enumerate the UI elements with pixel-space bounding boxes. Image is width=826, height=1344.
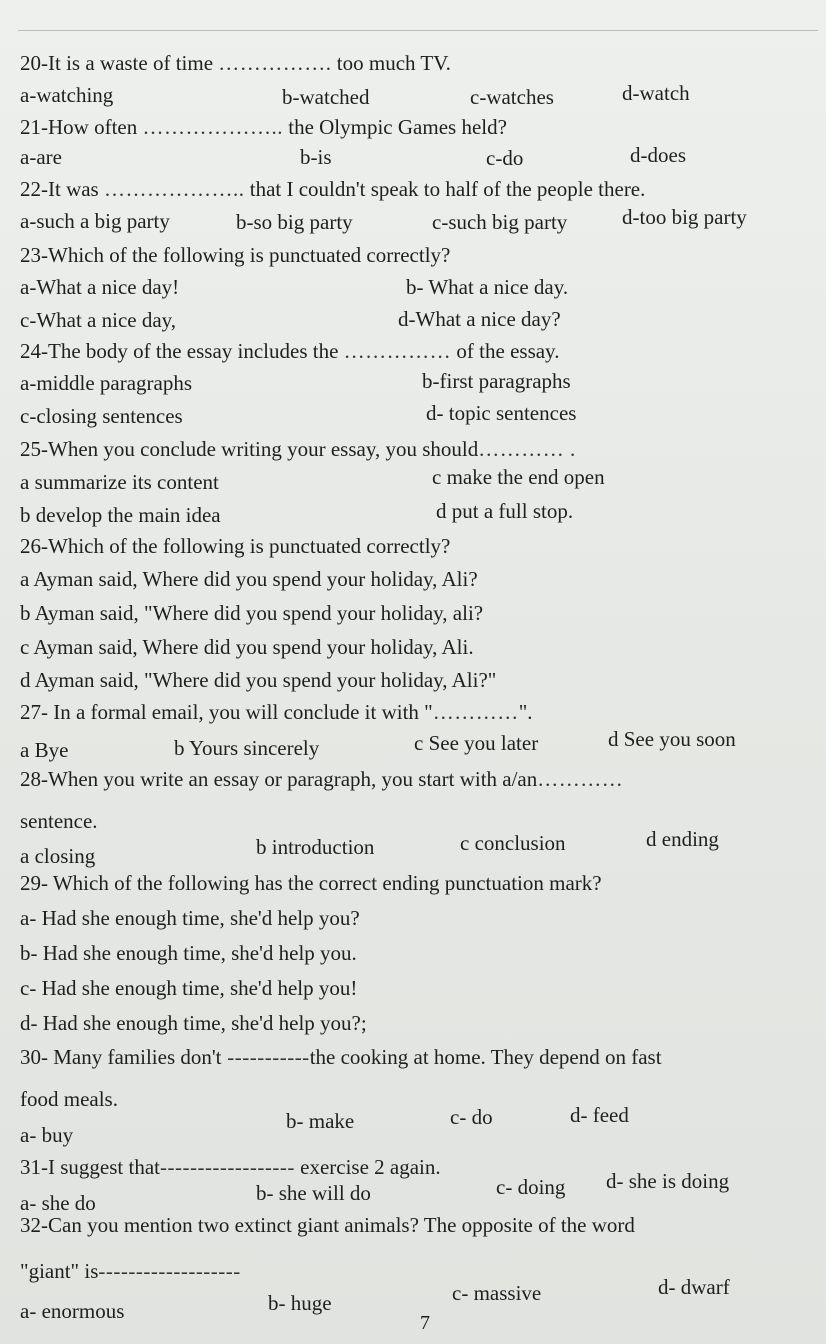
question-28: 28-When you write an essay or paragraph, you start with a/an…………	[20, 767, 624, 791]
option-23c[interactable]: c-What a nice day,	[20, 308, 177, 332]
option-22a[interactable]: a-such a big party	[20, 209, 170, 233]
option-26a[interactable]: a Ayman said, Where did you spend your holiday, Ali?	[20, 567, 478, 591]
option-21c[interactable]: c-do	[486, 146, 524, 170]
option-28c[interactable]: c conclusion	[460, 831, 566, 855]
question-25: 25-When you conclude writing your essay, you should………… .	[20, 437, 576, 461]
option-23b[interactable]: b- What a nice day.	[406, 275, 569, 299]
option-30b[interactable]: b- make	[286, 1109, 355, 1133]
option-30d[interactable]: d- feed	[570, 1103, 629, 1127]
option-32a[interactable]: a- enormous	[20, 1299, 125, 1323]
option-29a[interactable]: a- Had she enough time, she'd help you?	[20, 906, 360, 930]
option-31d[interactable]: d- she is doing	[606, 1169, 730, 1193]
question-26: 26-Which of the following is punctuated correctly?	[20, 534, 451, 558]
option-22b[interactable]: b-so big party	[236, 210, 353, 234]
option-30c[interactable]: c- do	[450, 1105, 493, 1129]
option-22c[interactable]: c-such big party	[432, 210, 568, 234]
option-31b[interactable]: b- she will do	[256, 1181, 371, 1205]
option-24a[interactable]: a-middle paragraphs	[20, 371, 193, 395]
question-32: 32-Can you mention two extinct giant animals? The opposite of the word	[20, 1213, 635, 1237]
option-20b[interactable]: b-watched	[282, 85, 370, 109]
question-21: 21-How often ……………….. the Olympic Games held?	[20, 115, 507, 139]
question-29: 29- Which of the following has the correct ending punctuation mark?	[20, 871, 602, 895]
option-29b[interactable]: b- Had she enough time, she'd help you.	[20, 941, 357, 965]
option-31c[interactable]: c- doing	[496, 1175, 566, 1199]
option-25a[interactable]: a summarize its content	[20, 470, 219, 494]
option-20d[interactable]: d-watch	[622, 81, 690, 105]
option-23a[interactable]: a-What a nice day!	[20, 275, 180, 299]
question-30: 30- Many families don't -----------the cooking at home. They depend on fast	[20, 1045, 662, 1069]
option-20a[interactable]: a-watching	[20, 83, 114, 107]
option-32c[interactable]: c- massive	[452, 1281, 542, 1305]
top-rule	[18, 30, 818, 31]
option-21a[interactable]: a-are	[20, 145, 62, 169]
option-26c[interactable]: c Ayman said, Where did you spend your holiday, Ali.	[20, 635, 474, 659]
option-22d[interactable]: d-too big party	[622, 205, 747, 229]
option-25c[interactable]: c make the end open	[432, 465, 605, 489]
question-27: 27- In a formal email, you will conclude it with "…………".	[20, 700, 533, 724]
option-27b[interactable]: b Yours sincerely	[174, 736, 320, 760]
option-20c[interactable]: c-watches	[470, 85, 554, 109]
option-24b[interactable]: b-first paragraphs	[422, 369, 571, 393]
question-31: 31-I suggest that------------------ exercise 2 again.	[20, 1155, 441, 1179]
question-28-continued: sentence.	[20, 809, 98, 833]
option-32b[interactable]: b- huge	[268, 1291, 332, 1315]
question-20: 20-It is a waste of time ……………. too much TV.	[20, 51, 451, 75]
option-29c[interactable]: c- Had she enough time, she'd help you!	[20, 976, 358, 1000]
option-25b[interactable]: b develop the main idea	[20, 503, 221, 527]
page-number: 7	[420, 1312, 430, 1334]
option-28a[interactable]: a closing	[20, 844, 96, 868]
option-24d[interactable]: d- topic sentences	[426, 401, 577, 425]
question-30-continued: food meals.	[20, 1087, 118, 1111]
option-26d[interactable]: d Ayman said, "Where did you spend your holiday, Ali?"	[20, 668, 497, 692]
option-28b[interactable]: b introduction	[256, 835, 375, 859]
option-26b[interactable]: b Ayman said, "Where did you spend your holiday, ali?	[20, 601, 484, 625]
question-22: 22-It was ……………….. that I couldn't speak to half of the people there.	[20, 177, 646, 201]
option-27a[interactable]: a Bye	[20, 738, 69, 762]
question-32-continued: "giant" is-------------------	[20, 1259, 241, 1283]
option-32d[interactable]: d- dwarf	[658, 1275, 730, 1299]
option-29d[interactable]: d- Had she enough time, she'd help you?;	[20, 1011, 367, 1035]
option-25d[interactable]: d put a full stop.	[436, 499, 574, 523]
option-21d[interactable]: d-does	[630, 143, 686, 167]
question-23: 23-Which of the following is punctuated correctly?	[20, 243, 451, 267]
option-30a[interactable]: a- buy	[20, 1123, 74, 1147]
option-28d[interactable]: d ending	[646, 827, 719, 851]
option-27d[interactable]: d See you soon	[608, 727, 736, 751]
option-27c[interactable]: c See you later	[414, 731, 539, 755]
option-24c[interactable]: c-closing sentences	[20, 404, 183, 428]
question-24: 24-The body of the essay includes the …………… of the essay.	[20, 339, 560, 363]
option-31a[interactable]: a- she do	[20, 1191, 96, 1215]
option-23d[interactable]: d-What a nice day?	[398, 307, 561, 331]
option-21b[interactable]: b-is	[300, 145, 332, 169]
